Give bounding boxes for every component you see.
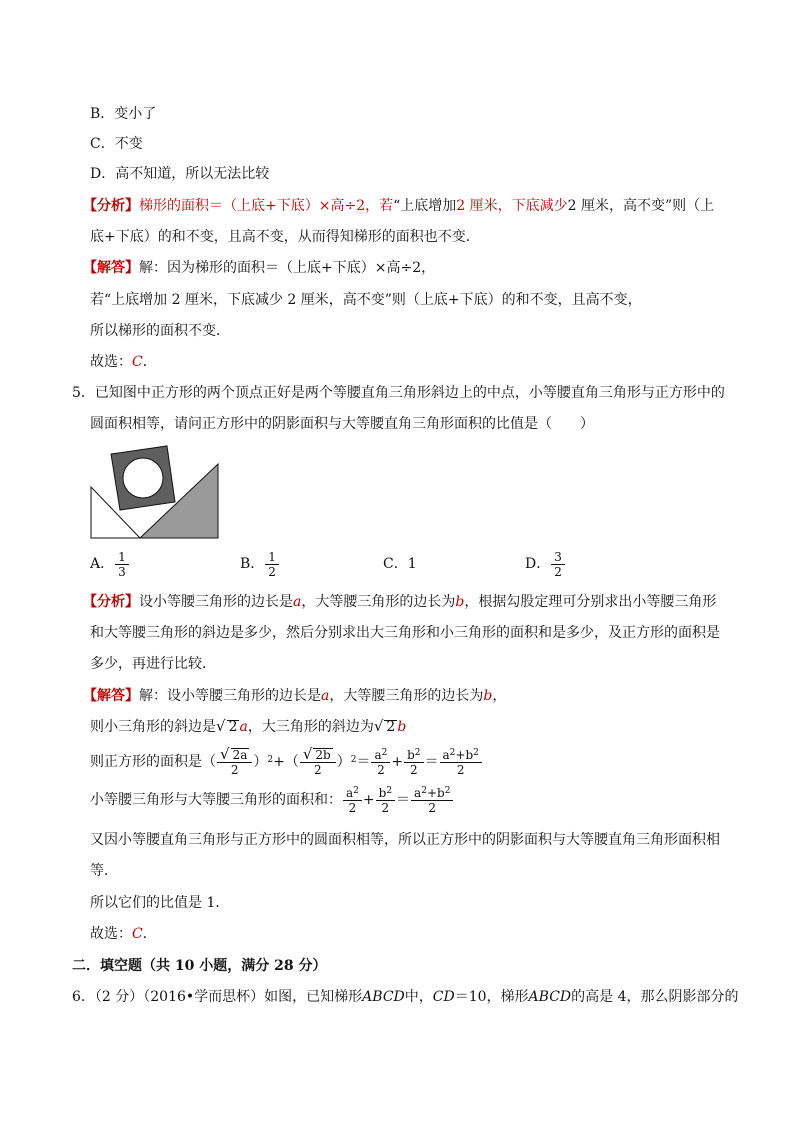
- q5-option-d: D． $\frac{3}{2}$: [525, 546, 566, 582]
- q5-choose: 故选：C．: [90, 926, 157, 942]
- q5-answer-line-3: 则正方形的面积是（ $\frac{√ 2a}{2}$ ）$^2$+（ $\frac{√ 2b}{2}$ ）$^2$＝ $\frac{a^2}{2}$ + $\frac{b^2}{2}$ ＝ $\frac{a^2+b^2}{2}$: [90, 744, 483, 780]
- square-circle: [123, 458, 163, 498]
- analysis-label: 【分析】: [83, 198, 139, 214]
- q5-stem-line-2: 圆面积相等，请问正方形中的阴影面积与大等腰直角三角形面积的比值是（ ）: [90, 416, 594, 432]
- q5-stem-line-1: 5．已知图中正方形的两个顶点正好是两个等腰直角三角形斜边上的中点，小等腰直角三角形与正方形中的: [72, 385, 725, 401]
- q5-answer-line-5: 又因小等腰直角三角形与正方形中的圆面积相等，所以正方形中的阴影面积与大等腰直角三角形面积相: [90, 832, 720, 848]
- option-b: B．变小了: [90, 106, 157, 122]
- q4-choose: 故选：C．: [90, 354, 157, 370]
- q5-analysis-line-1: 【分析】设小等腰三角形的边长是a，大等腰三角形的边长为b，根据勾股定理可分别求出小等腰三角形: [83, 594, 717, 610]
- q5-option-b: B． $\frac{1}{2}$: [240, 546, 280, 582]
- q4-answer-line-3: 所以梯形的面积不变．: [90, 323, 230, 339]
- q4-answer-line-1: 【解答】解：因为梯形的面积＝（上底+下底）×高÷2，: [83, 260, 436, 276]
- q4-analysis-line-2: 底+下底）的和不变，且高不变，从而得知梯形的面积也不变．: [90, 229, 480, 245]
- answer-label: 【解答】: [83, 260, 139, 276]
- q5-answer-line-7: 所以它们的比值是 1．: [90, 895, 230, 911]
- q5-analysis-line-3: 多少，再进行比较．: [90, 656, 216, 672]
- q5-analysis-line-2: 和大等腰三角形的斜边是多少，然后分别求出大三角形和小三角形的面积和是多少，及正方形的面积是: [90, 625, 720, 641]
- q5-answer-line-2: 则小三角形的斜边是√ 2 a，大三角形的斜边为√ 2 b: [90, 717, 407, 735]
- section-2-title: 二．填空题（共 10 小题，满分 28 分）: [72, 958, 327, 974]
- q5-figure: [90, 440, 220, 540]
- q6-stem: 6．（2 分）（2016•学而思杯）如图，已知梯形ABCD中，CD＝10，梯形ABCD的高是 4，那么阴影部分的: [72, 989, 739, 1005]
- q5-option-c: C．1: [383, 556, 417, 572]
- q4-answer-line-2: 若“上底增加 2 厘米，下底减少 2 厘米，高不变”则（上底+下底）的和不变，且高不变，: [90, 292, 642, 308]
- q5-answer-line-1: 【解答】解：设小等腰三角形的边长是a，大等腰三角形的边长为b，: [83, 688, 507, 704]
- answer-label: 【解答】: [83, 688, 139, 704]
- analysis-label: 【分析】: [83, 594, 139, 610]
- option-c: C．不变: [90, 136, 143, 152]
- option-d: D．高不知道，所以无法比较: [90, 166, 270, 182]
- q5-answer-line-6: 等．: [90, 863, 118, 879]
- q5-option-a: A． $\frac{1}{3}$: [90, 546, 130, 582]
- q5-answer-line-4: 小等腰三角形与大等腰三角形的面积和： $\frac{a^2}{2}$ + $\frac{b^2}{2}$ ＝ $\frac{a^2+b^2}{2}$: [90, 782, 454, 818]
- q4-analysis-line-1: 【分析】梯形的面积＝（上底+下底）×高÷2，若“上底增加2 厘米，下底减少2 厘米，高不变”则（上: [83, 198, 715, 214]
